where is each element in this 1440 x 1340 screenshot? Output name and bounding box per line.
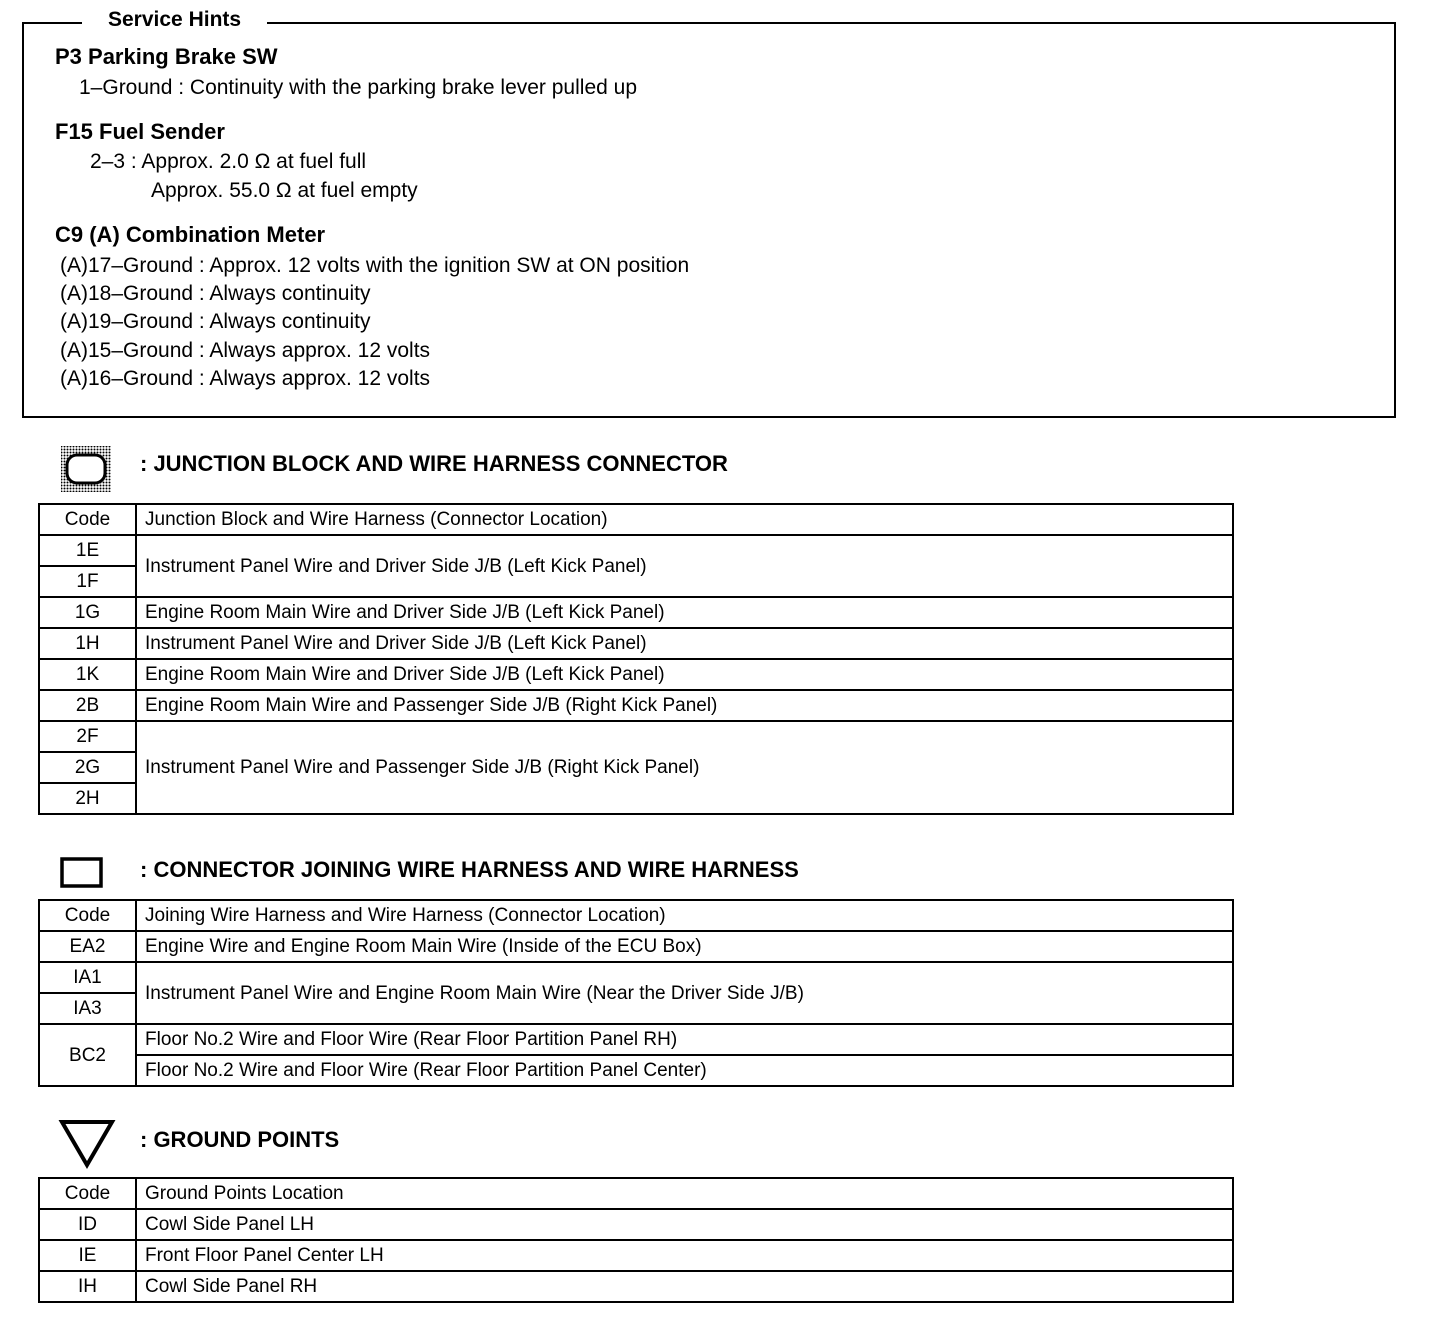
table-row — [39, 1024, 1233, 1055]
code-cell: 2B — [39, 690, 136, 721]
code-cell: 1F — [39, 566, 136, 597]
table-row — [39, 1271, 1233, 1302]
ground-table — [38, 1177, 1234, 1303]
ground-section-header: : GROUND POINTS — [140, 1127, 340, 1152]
ground-triangle-icon — [58, 1118, 116, 1170]
table-header-row — [39, 1178, 1233, 1209]
service-hints-title: Service Hints — [82, 6, 267, 34]
location-cell: Instrument Panel Wire and Passenger Side J/B (Right Kick Panel) — [136, 721, 1233, 814]
column-header-code: Code — [39, 900, 136, 931]
column-header-location: Junction Block and Wire Harness (Connector Location) — [136, 504, 1233, 535]
location-cell: Instrument Panel Wire and Engine Room Main Wire (Near the Driver Side J/B) — [136, 962, 1233, 1024]
code-cell: 2H — [39, 783, 136, 814]
joining-section-header: : CONNECTOR JOINING WIRE HARNESS AND WIRE HARNESS — [140, 857, 799, 882]
code-cell: 1K — [39, 659, 136, 690]
code-cell: 1E — [39, 535, 136, 566]
code-cell: EA2 — [39, 931, 136, 962]
hint-line: (A)17–Ground : Approx. 12 volts with the ignition SW at ON position — [60, 254, 690, 277]
table-row — [39, 1209, 1233, 1240]
junction-table — [38, 503, 1234, 815]
location-cell: Engine Room Main Wire and Driver Side J/B (Left Kick Panel) — [136, 659, 1233, 690]
table-row — [39, 659, 1233, 690]
table-row — [39, 1240, 1233, 1271]
column-header-location: Ground Points Location — [136, 1178, 1233, 1209]
column-header-code: Code — [39, 1178, 136, 1209]
joining-table — [38, 899, 1234, 1087]
location-cell: Front Floor Panel Center LH — [136, 1240, 1233, 1271]
table-row — [39, 931, 1233, 962]
code-cell: 1H — [39, 628, 136, 659]
location-cell: Engine Room Main Wire and Passenger Side J/B (Right Kick Panel) — [136, 690, 1233, 721]
location-cell: Floor No.2 Wire and Floor Wire (Rear Floor Partition Panel RH) — [136, 1024, 1233, 1055]
table-row — [39, 535, 1233, 566]
hint-heading-f15: F15 Fuel Sender — [55, 119, 225, 144]
code-cell: IA3 — [39, 993, 136, 1024]
location-cell: Instrument Panel Wire and Driver Side J/B (Left Kick Panel) — [136, 535, 1233, 597]
connector-icon — [60, 857, 104, 889]
junction-section-header: : JUNCTION BLOCK AND WIRE HARNESS CONNECTOR — [140, 451, 728, 476]
code-cell: IE — [39, 1240, 136, 1271]
hint-line: (A)15–Ground : Always approx. 12 volts — [60, 339, 431, 362]
hint-line: (A)18–Ground : Always continuity — [60, 282, 371, 305]
location-cell: Floor No.2 Wire and Floor Wire (Rear Floor Partition Panel Center) — [136, 1055, 1233, 1086]
hint-heading-c9: C9 (A) Combination Meter — [55, 222, 326, 247]
code-cell: IA1 — [39, 962, 136, 993]
column-header-code: Code — [39, 504, 136, 535]
table-row — [39, 690, 1233, 721]
hint-line: (A)19–Ground : Always continuity — [60, 310, 371, 333]
code-cell: BC2 — [39, 1024, 136, 1086]
location-cell: Engine Room Main Wire and Driver Side J/B (Left Kick Panel) — [136, 597, 1233, 628]
location-cell: Instrument Panel Wire and Driver Side J/B (Left Kick Panel) — [136, 628, 1233, 659]
location-cell: Cowl Side Panel LH — [136, 1209, 1233, 1240]
hint-line: Approx. 55.0 Ω at fuel empty — [151, 179, 418, 202]
junction-block-icon — [60, 445, 112, 493]
code-cell: IH — [39, 1271, 136, 1302]
location-cell: Cowl Side Panel RH — [136, 1271, 1233, 1302]
table-row — [39, 597, 1233, 628]
code-cell: 1G — [39, 597, 136, 628]
hint-line: 2–3 : Approx. 2.0 Ω at fuel full — [90, 150, 367, 173]
code-cell: 2F — [39, 721, 136, 752]
hint-heading-p3: P3 Parking Brake SW — [55, 44, 278, 69]
table-row — [39, 628, 1233, 659]
table-header-row — [39, 900, 1233, 931]
hint-line: 1–Ground : Continuity with the parking brake lever pulled up — [79, 76, 637, 99]
table-row — [39, 1055, 1233, 1086]
table-row — [39, 962, 1233, 993]
column-header-location: Joining Wire Harness and Wire Harness (Connector Location) — [136, 900, 1233, 931]
code-cell: ID — [39, 1209, 136, 1240]
code-cell: 2G — [39, 752, 136, 783]
location-cell: Engine Wire and Engine Room Main Wire (Inside of the ECU Box) — [136, 931, 1233, 962]
table-header-row — [39, 504, 1233, 535]
table-row — [39, 721, 1233, 752]
hint-line: (A)16–Ground : Always approx. 12 volts — [60, 367, 431, 390]
